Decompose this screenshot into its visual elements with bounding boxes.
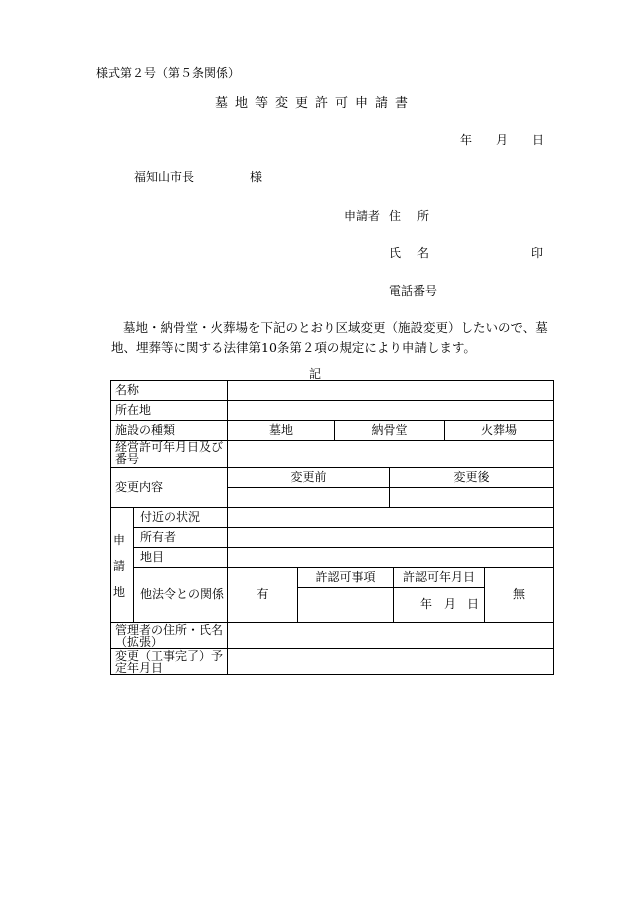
permit-month-label: 月 — [444, 597, 457, 611]
location-row-label: 所在地 — [115, 403, 152, 417]
manager-label: 管理者の住所・氏名（拡張） — [115, 623, 224, 649]
permit-day-label: 日 — [467, 597, 480, 611]
application-land-label: 申請地 — [113, 533, 126, 599]
form-number: 様式第２号（第５条関係） — [96, 66, 241, 80]
permit-date-label: 許認可年月日 — [402, 570, 475, 584]
surroundings-label: 付近の状況 — [140, 510, 201, 524]
change-content-label: 変更内容 — [115, 480, 164, 494]
name-label: 氏名 — [389, 246, 446, 260]
completion-date-label: 変更（工事完了）予定年月日 — [115, 649, 224, 675]
other-laws-label: 他法令との関係 — [140, 587, 225, 601]
address-label: 住所 — [389, 209, 446, 223]
seal-mark: 印 — [531, 246, 544, 260]
after-change-label: 変更後 — [453, 470, 490, 484]
phone-label: 電話番号 — [389, 284, 438, 298]
body-text: 墓地・納骨堂・火葬場を下記のとおり区域変更（施設変更）したいので、墓地、埋葬等に関する法律第10条第２項の規定により申請します。 — [111, 320, 548, 355]
permit-item-label: 許認可事項 — [315, 570, 376, 584]
facility-option-cemetery: 墓地 — [268, 423, 293, 437]
other-laws-yes: 有 — [256, 587, 269, 601]
name-row-label: 名称 — [115, 383, 140, 397]
permit-date-number-label: 経営許可年月日及び番号 — [115, 440, 224, 466]
owner-label: 所有者 — [140, 530, 177, 544]
date-year-label: 年 — [460, 133, 473, 147]
date-month-label: 月 — [496, 133, 509, 147]
land-category-label: 地目 — [140, 550, 165, 564]
applicant-label: 申請者 — [344, 209, 381, 223]
addressee: 福知山市長 — [134, 170, 195, 184]
permit-year-label: 年 — [420, 597, 433, 611]
facility-type-label: 施設の種類 — [115, 423, 176, 437]
facility-option-ossuary: 納骨堂 — [371, 423, 408, 437]
other-laws-no: 無 — [512, 587, 525, 601]
before-change-label: 変更前 — [290, 470, 327, 484]
facility-option-crematorium: 火葬場 — [480, 423, 517, 437]
date-day-label: 日 — [532, 133, 545, 147]
addressee-suffix: 様 — [250, 170, 263, 184]
document-title: 墓地等変更許可申請書 — [214, 96, 415, 111]
ki-label: 記 — [308, 367, 321, 381]
